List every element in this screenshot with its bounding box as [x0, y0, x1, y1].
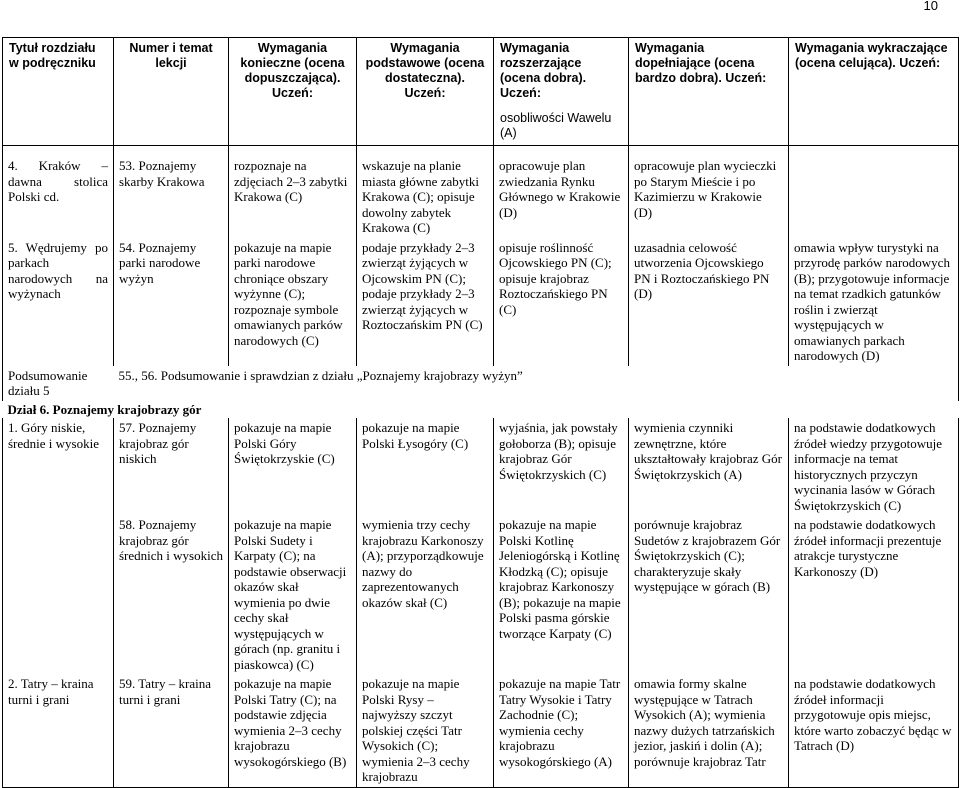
- lesson-cell: 53. Poznajemy skarby Krakowa: [114, 156, 229, 238]
- complementary-cell: opracowuje plan wycieczki po Starym Mieście i po Kazimierzu w Krakowie (D): [629, 156, 789, 238]
- complementary-cell: omawia formy skalne występujące w Tatrach Wysokich (A); wymienia nazwy dużych tatrzańskich jezior, jaskiń i dolin (A); porównuje krajobraz Tatr: [629, 674, 789, 787]
- exceeding-cell: na podstawie dodatkowych źródeł informacji przygotowuje opis miejsc, które warto zobaczyć będąc w Tatrach (D): [789, 674, 959, 787]
- required-cell: pokazuje na mapie Polski Góry Świętokrzyskie (C): [229, 418, 357, 515]
- summary-text: 55., 56. Podsumowanie i sprawdzian z działu „Poznajemy krajobrazy wyżyn”: [114, 366, 959, 401]
- header-lesson: Numer i temat lekcji: [114, 38, 229, 146]
- table-row: [3, 674, 959, 787]
- required-cell: rozpoznaje na zdjęciach 2–3 zabytki Krakowa (C): [229, 156, 357, 238]
- table-row: [3, 238, 959, 366]
- complementary-cell: porównuje krajobraz Sudetów z krajobrazem Gór Świętokrzyskich (C); charakteryzuje skały występujące w górach (B): [629, 515, 789, 674]
- complementary-cell: uzasadnia celowość utworzenia Ojcowskiego PN i Roztoczańskiego PN (D): [629, 238, 789, 366]
- lesson-cell: 57. Poznajemy krajobraz gór niskich: [114, 418, 229, 515]
- basic-cell: podaje przykłady 2–3 zwierząt żyjących w Ojcowskim PN (C); podaje przykłady 2–3 zwierząt żyjących w Roztoczańskim PN (C): [357, 238, 494, 366]
- header-complementary: Wymagania dopełniające (ocena bardzo dobra). Uczeń:: [629, 38, 789, 146]
- extended-cell: pokazuje na mapie Polski Kotlinę Jeleniogórską i Kotlinę Kłodzką (C); opisuje krajobraz Karkonoszy (B); pokazuje na mapie Polski pasma górskie tworzące Karpaty (C): [494, 515, 629, 674]
- basic-cell: wskazuje na planie miasta główne zabytki Krakowa (C); opisuje dowolny zabytek Krakowa (C): [357, 156, 494, 238]
- header-chapter: Tytuł rozdziału w podręczniku: [3, 38, 114, 146]
- summary-chapter: Podsumowanie działu 5: [3, 366, 114, 401]
- table-row: [3, 515, 959, 674]
- header-extended: Wymagania rozszerzające (ocena dobra). Uczeń: osobliwości Wawelu (A): [494, 38, 629, 146]
- basic-cell: pokazuje na mapie Polski Rysy – najwyższy szczyt polskiej części Tatr Wysokich (C); wymienia 2–3 cechy krajobrazu: [357, 674, 494, 787]
- header-required: Wymagania konieczne (ocena dopuszczająca). Uczeń:: [229, 38, 357, 146]
- chapter-cell: 5. Wędrujemy po parkach narodowych na wyżynach: [3, 238, 114, 366]
- extended-cell: opracowuje plan zwiedzania Rynku Głównego w Krakowie (D): [494, 156, 629, 238]
- lesson-cell: 59. Tatry – kraina turni i grani: [114, 674, 229, 787]
- page-number: 10: [923, 0, 938, 13]
- required-cell: pokazuje na mapie Polski Tatry (C); na podstawie zdjęcia wymienia 2–3 cechy krajobrazu wysokogórskiego (B): [229, 674, 357, 787]
- extended-cell: opisuje roślinność Ojcowskiego PN (C); opisuje krajobraz Roztoczańskiego PN (C): [494, 238, 629, 366]
- header-basic: Wymagania podstawowe (ocena dostateczna). Uczeń:: [357, 38, 494, 146]
- chapter-cell: 1. Góry niskie, średnie i wysokie: [3, 418, 114, 515]
- exceeding-cell: [789, 156, 959, 238]
- exceeding-cell: na podstawie dodatkowych źródeł informacji prezentuje atrakcje turystyczne Karkonoszy (D): [789, 515, 959, 674]
- extended-cell: wyjaśnia, jak powstały gołoborza (B); opisuje krajobraz Gór Świętokrzyskich (C): [494, 418, 629, 515]
- exceeding-cell: na podstawie dodatkowych źródeł wiedzy przygotowuje informacje na temat historycznych przyczyn wycinania lasów w Górach Świętokrzyskich (C): [789, 418, 959, 515]
- table-row: [3, 156, 959, 238]
- exceeding-cell: omawia wpływ turystyki na przyrodę parków narodowych (B); przygotowuje informacje na temat rzadkich gatunków roślin i zwierząt występujących w omawianych parkach narodowych (D): [789, 238, 959, 366]
- header-row: [3, 38, 959, 146]
- basic-cell: wymienia trzy cechy krajobrazu Karkonoszy (A); przyporządkowuje nazwy do zaprezentowanych okazów skał (C): [357, 515, 494, 674]
- basic-cell: pokazuje na mapie Polski Łysogóry (C): [357, 418, 494, 515]
- chapter-cell: 2. Tatry – kraina turni i grani: [3, 674, 114, 787]
- required-cell: pokazuje na mapie parki narodowe chroniące obszary wyżynne (C); rozpoznaje symbole omawianych parków narodowych (C): [229, 238, 357, 366]
- chapter-cell: [3, 515, 114, 674]
- required-cell: pokazuje na mapie Polski Sudety i Karpaty (C); na podstawie obserwacji okazów skał wymienia po dwie cechy skał występujących w górach (np. granitu i piaskowca) (C): [229, 515, 357, 674]
- complementary-cell: wymienia czynniki zewnętrzne, które ukształtowały krajobraz Gór Świętokrzyskich (A): [629, 418, 789, 515]
- requirements-table: [2, 37, 959, 788]
- lesson-cell: 58. Poznajemy krajobraz gór średnich i wysokich: [114, 515, 229, 674]
- header-extended-note: osobliwości Wawelu (A): [500, 111, 612, 140]
- section-title: Dział 6. Poznajemy krajobrazy gór: [7, 401, 202, 417]
- section-row: [3, 401, 959, 419]
- header-exceeding: Wymagania wykraczające (ocena celująca). Uczeń:: [789, 38, 959, 146]
- extended-cell: pokazuje na mapie Tatr Tatry Wysokie i Tatry Zachodnie (C); wymienia cechy krajobrazu wysokogórskiego (A): [494, 674, 629, 787]
- summary-row: [3, 366, 959, 401]
- table-row: [3, 418, 959, 515]
- lesson-cell: 54. Poznajemy parki narodowe wyżyn: [114, 238, 229, 366]
- chapter-cell: 4. Kraków – dawna stolica Polski cd.: [3, 156, 114, 238]
